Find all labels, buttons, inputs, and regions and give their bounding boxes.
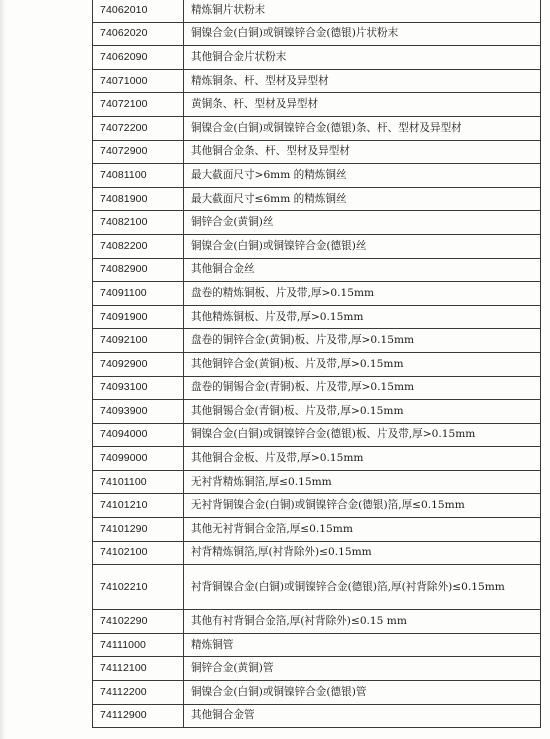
hs-code-cell: 74062090 [93, 46, 184, 70]
table-row [93, 22, 541, 46]
table-row [93, 140, 541, 164]
description-cell: 其他铜合金管 [184, 704, 541, 728]
description-cell: 铜镍合金(白铜)或铜镍锌合金(德银)板、片及带,厚>0.15mm [184, 423, 541, 447]
table-row [93, 565, 541, 610]
hs-code-cell: 74071000 [93, 69, 184, 93]
table-row [93, 447, 541, 471]
description-cell: 其他无衬背铜合金箔,厚≤0.15mm [184, 518, 541, 542]
description-cell: 铜镍合金(白铜)或铜镍锌合金(德银)丝 [184, 234, 541, 258]
description-cell: 精炼铜管 [184, 633, 541, 657]
table-row [93, 352, 541, 376]
table-row [93, 187, 541, 211]
table-row [93, 46, 541, 70]
tariff-table [92, 0, 541, 728]
table-row [93, 282, 541, 306]
hs-code-cell: 74101290 [93, 518, 184, 542]
description-cell: 最大截面尺寸≤6mm 的精炼铜丝 [184, 187, 541, 211]
description-cell: 铜镍合金(白铜)或铜镍锌合金(德银)片状粉末 [184, 22, 541, 46]
hs-code-cell: 74101100 [93, 470, 184, 494]
description-cell: 盘卷的铜锌合金(黄铜)板、片及带,厚>0.15mm [184, 329, 541, 353]
hs-code-cell: 74072200 [93, 116, 184, 140]
hs-code-cell: 74082900 [93, 258, 184, 282]
description-cell: 黄铜条、杆、型材及异型材 [184, 93, 541, 117]
table-row [93, 681, 541, 705]
table-row [93, 518, 541, 542]
description-cell: 盘卷的精炼铜板、片及带,厚>0.15mm [184, 282, 541, 306]
description-cell: 最大截面尺寸>6mm 的精炼铜丝 [184, 164, 541, 188]
hs-code-cell: 74092100 [93, 329, 184, 353]
description-cell: 其他铜锌合金(黄铜)板、片及带,厚>0.15mm [184, 352, 541, 376]
hs-code-cell: 74092900 [93, 352, 184, 376]
description-cell: 铜锌合金(黄铜)丝 [184, 211, 541, 235]
description-cell: 衬背精炼铜箔,厚(衬背除外)≤0.15mm [184, 541, 541, 565]
table-row [93, 470, 541, 494]
description-cell: 铜锌合金(黄铜)管 [184, 657, 541, 681]
hs-code-cell: 74093100 [93, 376, 184, 400]
table-row [93, 704, 541, 728]
hs-code-cell: 74112200 [93, 681, 184, 705]
description-cell: 精炼铜片状粉末 [184, 0, 541, 22]
hs-code-cell: 74101210 [93, 494, 184, 518]
description-cell: 其他铜合金丝 [184, 258, 541, 282]
hs-code-cell: 74082200 [93, 234, 184, 258]
hs-code-cell: 74091900 [93, 305, 184, 329]
description-cell: 精炼铜条、杆、型材及异型材 [184, 69, 541, 93]
table-row [93, 400, 541, 424]
tariff-table-body [93, 0, 541, 728]
table-row [93, 541, 541, 565]
hs-code-cell: 74062010 [93, 0, 184, 22]
table-row [93, 657, 541, 681]
description-cell: 其他铜锡合金(青铜)板、片及带,厚>0.15mm [184, 400, 541, 424]
table-row [93, 116, 541, 140]
hs-code-cell: 74091100 [93, 282, 184, 306]
table-row [93, 329, 541, 353]
hs-code-cell: 74112900 [93, 704, 184, 728]
hs-code-cell: 74111000 [93, 633, 184, 657]
hs-code-cell: 74081100 [93, 164, 184, 188]
table-row [93, 0, 541, 22]
hs-code-cell: 74102100 [93, 541, 184, 565]
description-cell: 其他铜合金条、杆、型材及异型材 [184, 140, 541, 164]
description-cell: 铜镍合金(白铜)或铜镍锌合金(德银)条、杆、型材及异型材 [184, 116, 541, 140]
hs-code-cell: 74094000 [93, 423, 184, 447]
table-row [93, 211, 541, 235]
description-cell: 其他精炼铜板、片及带,厚>0.15mm [184, 305, 541, 329]
description-cell: 衬背铜镍合金(白铜)或铜镍锌合金(德银)箔,厚(衬背除外)≤0.15mm [184, 565, 541, 610]
description-cell: 盘卷的铜锡合金(青铜)板、片及带,厚>0.15mm [184, 376, 541, 400]
hs-code-cell: 74062020 [93, 22, 184, 46]
hs-code-cell: 74112100 [93, 657, 184, 681]
description-cell: 铜镍合金(白铜)或铜镍锌合金(德银)管 [184, 681, 541, 705]
table-row [93, 69, 541, 93]
hs-code-cell: 74072100 [93, 93, 184, 117]
table-row [93, 423, 541, 447]
description-cell: 无衬背精炼铜箔,厚≤0.15mm [184, 470, 541, 494]
table-row [93, 305, 541, 329]
description-cell: 无衬背铜镍合金(白铜)或铜镍锌合金(德银)箔,厚≤0.15mm [184, 494, 541, 518]
table-row [93, 234, 541, 258]
table-row [93, 610, 541, 634]
scan-edge-shadow [0, 0, 6, 739]
hs-code-cell: 74102290 [93, 610, 184, 634]
table-row [93, 376, 541, 400]
hs-code-cell: 74102210 [93, 565, 184, 610]
description-cell: 其他铜合金片状粉末 [184, 46, 541, 70]
table-row [93, 164, 541, 188]
table-row [93, 258, 541, 282]
description-cell: 其他有衬背铜合金箔,厚(衬背除外)≤0.15 mm [184, 610, 541, 634]
hs-code-cell: 74093900 [93, 400, 184, 424]
hs-code-cell: 74081900 [93, 187, 184, 211]
table-row [93, 494, 541, 518]
hs-code-cell: 74099000 [93, 447, 184, 471]
hs-code-cell: 74072900 [93, 140, 184, 164]
hs-code-cell: 74082100 [93, 211, 184, 235]
table-row [93, 633, 541, 657]
table-row [93, 93, 541, 117]
description-cell: 其他铜合金板、片及带,厚>0.15mm [184, 447, 541, 471]
